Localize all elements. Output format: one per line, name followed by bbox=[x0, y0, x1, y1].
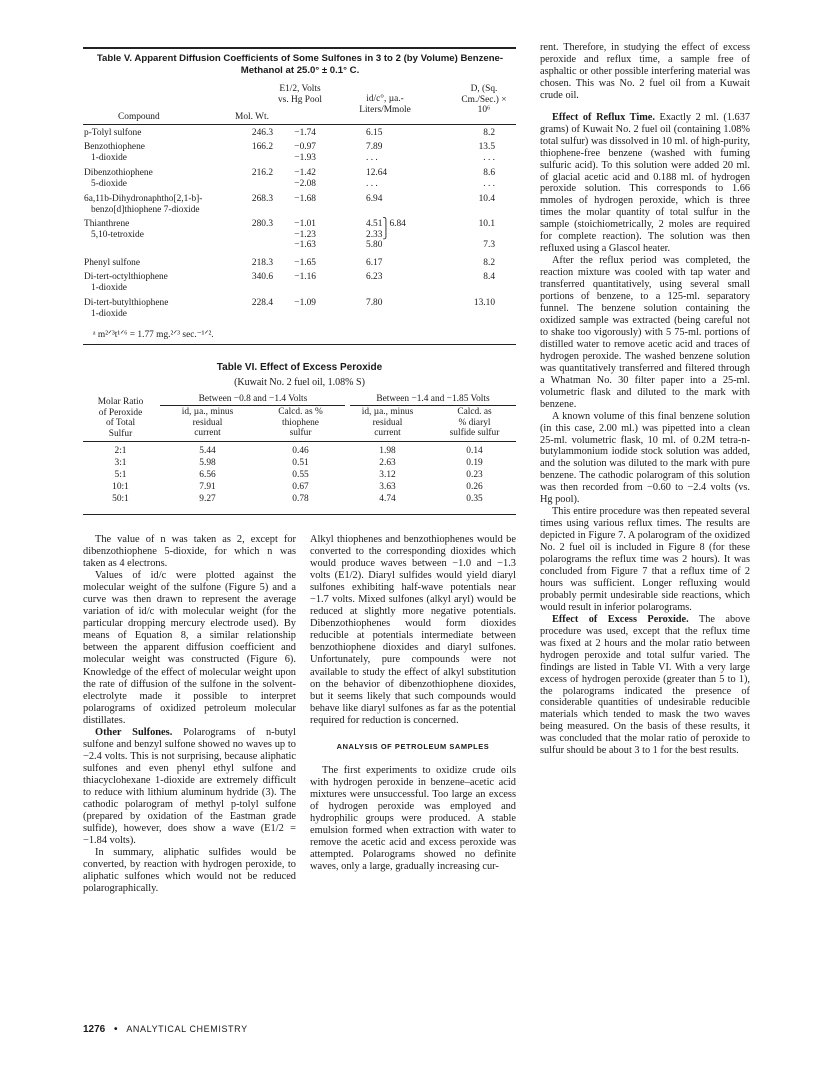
table5-cell-e12: −1.65 bbox=[294, 258, 316, 268]
table6-group2-rule bbox=[350, 405, 516, 406]
table6-cell-a: 5.44 bbox=[199, 446, 216, 456]
table5-header-molwt: Mol. Wt. bbox=[235, 112, 269, 122]
table5-header-rule bbox=[83, 124, 516, 125]
table5-cell-idc: 6.94 bbox=[366, 194, 383, 204]
table5-cell-e12: −1.09 bbox=[294, 298, 316, 308]
table5-header-e12: E1/2, Volts vs. Hg Pool bbox=[277, 84, 324, 105]
table6-group1-rule bbox=[160, 405, 345, 406]
table5-header-idc: id/c°, µa.- Liters/Mmole bbox=[359, 94, 411, 115]
mid-paragraph-1: Alkyl thiophenes and benzothiophenes would be converted to the corresponding dioxides which would produce waves between −1.0 and −1.3 volts (E1/2). Diaryl sulfides would yield diaryl sulfones exhibiting half-wave potentials near −1.7 volts. Mixed sulfones (alkyl aryl) would be reduced at slightly more negative potentials. Dibenzothiophenes would form dioxides reducible at potentials intermediate between benzothiophene dioxides and diaryl sulfones. Unfortunately, pure compounds were not available to study the effect of alkyl substitution on the behavior of dibenzothiophene dioxides, but it seems likely that such compounds would behave like diaryl sulfones as far as the potential required for reduction is concerned. bbox=[310, 534, 516, 726]
right-paragraph-3: A known volume of this final benzene solution (in this case, 2.00 ml.) was pipetted into a clean 25-ml. volumetric flask, 10 ml. of 0.2M tetra-n-butylammonium iodide stock solution was added, and the solution was diluted to the mark with pure benzene. The cathodic polarogram of this solution was then recorded from −0.60 to −2.4 volts (vs. Hg pool). bbox=[540, 410, 750, 506]
table6-caption: Table VI. Effect of Excess Peroxide bbox=[216, 362, 383, 373]
table6-subcaption: (Kuwait No. 2 fuel oil, 1.08% S) bbox=[234, 377, 365, 388]
right-column bbox=[540, 42, 750, 757]
table5-cell-e12: −1.68 bbox=[294, 194, 316, 204]
table5-cell-idc: 6.15 bbox=[366, 128, 383, 138]
table6-cell-d: 0.23 bbox=[466, 470, 483, 480]
table5-cell-e12: −0.97 −1.93 bbox=[294, 142, 316, 163]
table6-cell-a: 6.56 bbox=[199, 470, 216, 480]
table6-cell-c: 1.98 bbox=[379, 446, 396, 456]
table6-cell-b: 0.78 bbox=[292, 494, 309, 504]
table6-header-c: id, µa., minus residual current bbox=[361, 407, 414, 439]
table5-cell-compound: Thianthrene 5,10-tetroxide bbox=[84, 219, 144, 240]
table6-header-a: id, µa., minus residual current bbox=[181, 407, 234, 439]
journal-name: ANALYTICAL CHEMISTRY bbox=[126, 1024, 248, 1034]
table6-cell-b: 0.46 bbox=[292, 446, 309, 456]
table6-group2-label: Between −1.4 and −1.85 Volts bbox=[376, 394, 490, 404]
table6-cell-d: 0.35 bbox=[466, 494, 483, 504]
table5-cell-molwt: 166.2 bbox=[251, 142, 273, 152]
page-number: 1276 bbox=[83, 1024, 106, 1035]
table6-cell-b: 0.55 bbox=[292, 470, 309, 480]
right-paragraph-1 bbox=[540, 112, 750, 255]
table6-group1-label: Between −0.8 and −1.4 Volts bbox=[198, 394, 308, 404]
table5-header-d: D, (Sq. Cm./Sec.) × 10⁶ bbox=[461, 84, 507, 116]
table5-bottom-rule bbox=[83, 344, 516, 345]
right-paragraph-5 bbox=[540, 614, 750, 757]
table6-cell-a: 5.98 bbox=[199, 458, 216, 468]
table6-cell-c: 3.12 bbox=[379, 470, 396, 480]
table5-cell-compound: 6a,11b-Dihydronaphtho[2,1-b]- benzo[d]thiophene 7-dioxide bbox=[84, 194, 203, 215]
table5-cell-molwt: 228.4 bbox=[251, 298, 273, 308]
table5-cell-d: 8.2 bbox=[483, 258, 495, 268]
table5-header-compound: Compound bbox=[118, 112, 160, 122]
right-paragraph-4: This entire procedure was then repeated several times using various reflux times. The results are depicted in Figure 7. A polarogram of the oxidized No. 2 fuel oil is included in Figure 8 (for these polarograms the reflux time was 2 hours). It was concluded from Figure 7 that a reflux time of 2 hours was sufficient. Longer refluxing would probably permit undesirable side reactions, which would result in inferior polarograms. bbox=[540, 506, 750, 613]
table6-cell-ratio: 10:1 bbox=[112, 482, 129, 492]
table6-header-b: Calcd. as % thiophene sulfur bbox=[278, 407, 323, 439]
table6-cell-c: 4.74 bbox=[379, 494, 396, 504]
table6-cell-ratio: 2:1 bbox=[114, 446, 127, 456]
other-sulfones-text: Polarograms of n-butyl sulfone and benzyl sulfone showed no waves up to −2.4 volts. This is not surprising, because aliphatic sulfones and even phenyl ethyl sulfone and thiacyclohexane 1-dioxide are extremely difficult to reduce with lithium aluminum hydride (3). The cathodic polarogram of methyl p-tolyl sulfone (prepared by oxidation of the Eastman grade sulfide), however, does show a wave (E1/2 = −1.84 volts). bbox=[83, 726, 296, 847]
table5-cell-compound: Dibenzothiophene 5-dioxide bbox=[84, 168, 153, 189]
table6-cell-c: 2.63 bbox=[379, 458, 396, 468]
right-paragraph-0: rent. Therefore, in studying the effect of excess peroxide and reflux time, a sample free of asphaltic or other possible interfering material was chosen. This was No. 2 fuel oil from a Kuwait crude oil. bbox=[540, 42, 750, 101]
middle-column bbox=[310, 534, 516, 873]
table5-cell-compound: Benzothiophene 1-dioxide bbox=[84, 142, 145, 163]
table5-cell-d: 10.4 bbox=[478, 194, 495, 204]
excess-peroxide-heading: Effect of Excess Peroxide. bbox=[552, 613, 689, 625]
table5-cell-d: 13.10 bbox=[473, 298, 495, 308]
other-sulfones-heading: Other Sulfones. bbox=[95, 726, 173, 738]
table6-cell-d: 0.19 bbox=[466, 458, 483, 468]
table6-cell-b: 0.51 bbox=[292, 458, 309, 468]
table5-cell-compound: Phenyl sulfone bbox=[84, 258, 140, 268]
left-paragraph-4: In summary, aliphatic sulfides would be converted, by reaction with hydrogen peroxide, to aliphatic sulfones which would not be reduced polarographically. bbox=[83, 847, 296, 895]
reflux-time-text: Exactly 2 ml. (1.637 grams) of Kuwait No. 2 fuel oil (containing 1.08% total sulfur) was dissolved in 10 ml. of high-purity, thiophene-free benzene (washed with fuming sulfuric acid). To this solution were added 20 ml. of glacial acetic acid and 0.188 ml. of hydrogen peroxide solution. This corresponds to 1.66 mmoles of hydrogen peroxide, which is three times the molar quantity of total sulfur in the sample (stoichiometrically, 2 moles are required for complete reaction). The solution was then refluxed using a Glascol heater. bbox=[540, 111, 750, 255]
table5-cell-compound: Di-tert-butylthiophene 1-dioxide bbox=[84, 298, 169, 319]
page-footer bbox=[83, 1024, 248, 1035]
table5-cell-molwt: 340.6 bbox=[251, 272, 273, 282]
table6-header-d: Calcd. as % diaryl sulfide sulfur bbox=[449, 407, 500, 439]
table6-bottom-rule bbox=[83, 514, 516, 515]
analysis-heading: ANALYSIS OF PETROLEUM SAMPLES bbox=[336, 741, 490, 751]
table5-cell-d: 8.2 bbox=[483, 128, 495, 138]
table5-cell-compound: p-Tolyl sulfone bbox=[84, 128, 142, 138]
table5-cell-e12: −1.01 −1.23 −1.63 bbox=[294, 219, 316, 251]
table5-cell-d: 8.6 . . . bbox=[483, 168, 495, 189]
table5-cell-d: 10.1 7.3 bbox=[478, 219, 495, 251]
table5-cell-molwt: 218.3 bbox=[251, 258, 273, 268]
table6-cell-a: 7.91 bbox=[199, 482, 216, 492]
left-column bbox=[83, 534, 296, 895]
right-paragraph-2: After the reflux period was completed, the reaction mixture was cooled with tap water and transferred quantitatively, using several small portions of benzene, to a 125-ml. separatory funnel. The benzene solution containing the oxidized sample was extracted (being careful not to shake too vigorously) with 5 75-ml. portions of distilled water to remove acetic acid and traces of hydrogen peroxide. The washed benzene solution was quantitatively transferred and filtered through a Whatman No. 30 filter paper into a 25-ml. volumetric flask and diluted to the mark with benzene. bbox=[540, 255, 750, 410]
table6-cell-d: 0.26 bbox=[466, 482, 483, 492]
table5-cell-molwt: 216.2 bbox=[251, 168, 273, 178]
table6-cell-ratio: 5:1 bbox=[114, 470, 127, 480]
table5-cell-compound: Di-tert-octylthiophene 1-dioxide bbox=[84, 272, 168, 293]
table5-cell-idc: 12.64 . . . bbox=[366, 168, 388, 189]
table5-cell-idc: 7.89 . . . bbox=[366, 142, 383, 163]
table5-cell-e12: −1.42 −2.08 bbox=[294, 168, 316, 189]
table6-cell-a: 9.27 bbox=[199, 494, 216, 504]
table5-cell-d: 13.5 . . . bbox=[478, 142, 495, 163]
mid-paragraph-2: The first experiments to oxidize crude oils with hydrogen peroxide in benzene–acetic acid mixtures were unsuccessful. Too large an excess of hydrogen peroxide was employed and hydrophilic groups were produced. A stable emulsion formed when extraction with water to remove the acetic acid and excess peroxide was attempted. Polarograms showed no definite waves, only a large, gradually increasing cur- bbox=[310, 764, 516, 873]
table5-cell-e12: −1.74 bbox=[294, 128, 316, 138]
table5-top-rule bbox=[83, 47, 516, 49]
left-paragraph-3 bbox=[83, 727, 296, 847]
table5-cell-idc: 7.80 bbox=[366, 298, 383, 308]
table6-cell-b: 0.67 bbox=[292, 482, 309, 492]
reflux-time-heading: Effect of Reflux Time. bbox=[552, 111, 655, 123]
table5-cell-molwt: 268.3 bbox=[251, 194, 273, 204]
table6-cell-c: 3.63 bbox=[379, 482, 396, 492]
table6-header-rule bbox=[83, 441, 516, 442]
left-paragraph-2: Values of id/c were plotted against the molecular weight of the sulfone (Figure 5) and a curve was then drawn to represent the average variation of id/c with molecular weight (for the particular dropping mercury electrode used). By means of Equation 8, a similar relationship between the apparent diffusion coefficient and molecular weight was constructed (Figure 6). Knowledge of the effect of molecular weight upon the rate of diffusion of the sulfone in the solvent-electrolyte made it possible to interpret polarograms of oxidized petroleum molecular distillates. bbox=[83, 570, 296, 726]
table5-cell-idc: 4.51⎫6.84 2.33⎭ 5.80 bbox=[366, 219, 406, 251]
footer-bullet: • bbox=[114, 1024, 118, 1035]
table6-cell-d: 0.14 bbox=[466, 446, 483, 456]
table5-caption: Table V. Apparent Diffusion Coefficients of Some Sulfones in 3 to 2 (by Volume) Benzene-Methanol at 25.0° ± 0.1° C. bbox=[96, 53, 504, 76]
table6-header-ratio: Molar Ratio of Peroxide of Total Sulfur bbox=[97, 397, 144, 439]
table5-cell-molwt: 246.3 bbox=[251, 128, 273, 138]
table6-cell-ratio: 50:1 bbox=[112, 494, 129, 504]
table5-cell-idc: 6.17 bbox=[366, 258, 383, 268]
table5-cell-e12: −1.16 bbox=[294, 272, 316, 282]
table5-cell-idc: 6.23 bbox=[366, 272, 383, 282]
table5-cell-d: 8.4 bbox=[483, 272, 495, 282]
left-paragraph-1: The value of n was taken as 2, except for dibenzothiophene 5-dioxide, for which n was taken as 4 electrons. bbox=[83, 534, 296, 570]
table5-footnote: ᵃ m²ᐟ³t¹ᐟ⁶ = 1.77 mg.²ᐟ³ sec.⁻¹ᐟ². bbox=[93, 330, 214, 340]
table5-cell-molwt: 280.3 bbox=[251, 219, 273, 229]
table6-cell-ratio: 3:1 bbox=[114, 458, 127, 468]
excess-peroxide-text: The above procedure was used, except that the reflux time was fixed at 2 hours and the molar ratio between hydrogen peroxide and total sulfur varied. The findings are listed in Table VI. With a very large excess of hydrogen peroxide (greater than 5 to 1), the polarograms indicated the presence of considerable quantities of undesirable reducible materials which tended to mask the two waves being measured. On the basis of these results, it was concluded that the molar ratio of peroxide to sulfur should be about 3 to 1 for the best results. bbox=[540, 613, 751, 757]
